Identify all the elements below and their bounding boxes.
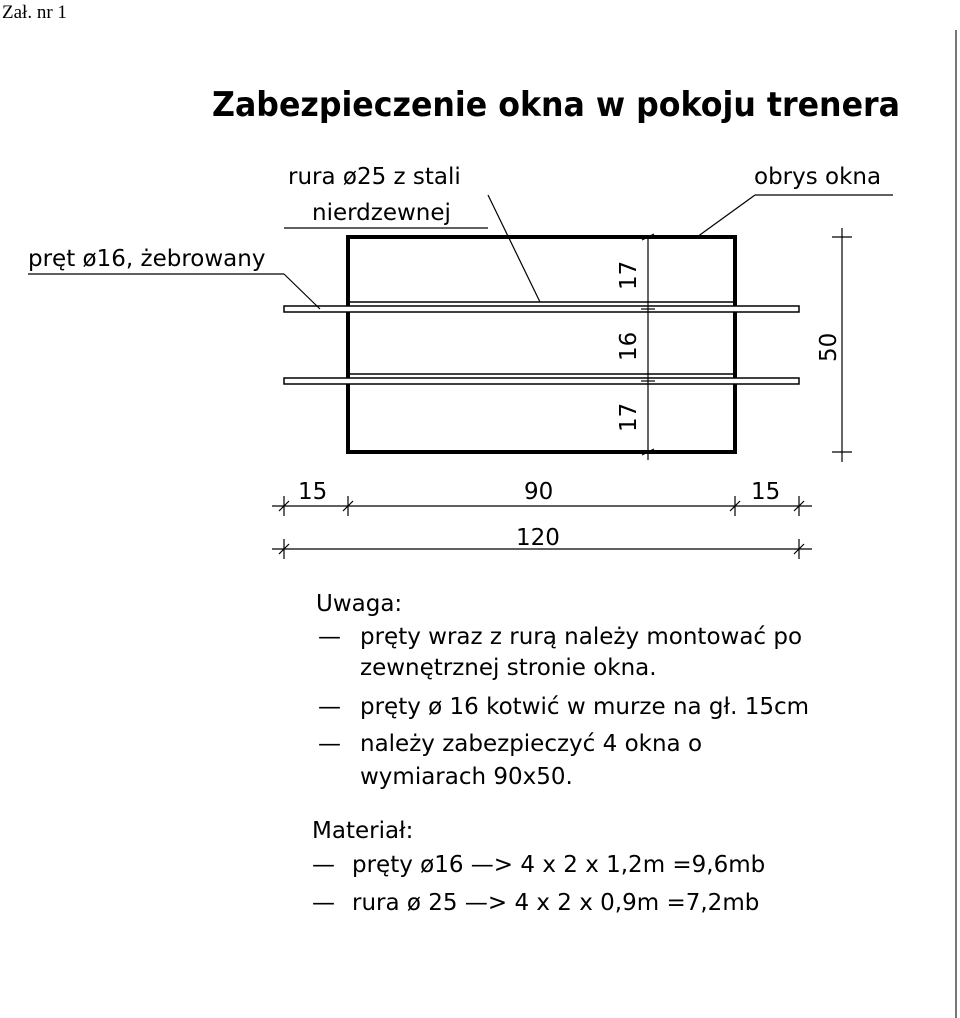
dim-vertical-bottom: 17	[616, 402, 642, 432]
materials-heading: Materiał:	[312, 818, 414, 844]
dim-vertical-top: 17	[616, 260, 642, 290]
vertical-inner-dimension	[641, 234, 655, 460]
dim-window-width: 90	[524, 479, 554, 505]
leader-outline	[697, 195, 755, 237]
dim-right-overhang: 15	[751, 479, 781, 505]
note-dash: —	[318, 731, 341, 757]
dim-height: 50	[816, 332, 842, 362]
note-3-line2: wymiarach 90x50.	[360, 764, 573, 790]
note-3-line1: należy zabezpieczyć 4 okna o	[360, 731, 703, 757]
dim-left-overhang: 15	[298, 479, 328, 505]
drawing-title: Zabezpieczenie okna w pokoju trenera	[212, 85, 900, 125]
callout-rod: pręt ø16, żebrowany	[28, 246, 266, 272]
notes-heading: Uwaga:	[316, 591, 403, 617]
callout-pipe-line1: rura ø25 z stali	[288, 164, 461, 190]
attachment-label: Zał. nr 1	[2, 2, 67, 23]
material-1: pręty ø16 —> 4 x 2 x 1,2m =9,6mb	[352, 852, 766, 878]
callout-pipe-line2: nierdzewnej	[312, 200, 451, 226]
material-dash: —	[312, 852, 335, 878]
note-dash: —	[318, 694, 341, 720]
dim-total-width: 120	[516, 525, 560, 551]
note-dash: —	[318, 624, 341, 650]
note-1-line1: pręty wraz z rurą należy montować po	[360, 624, 803, 650]
material-2: rura ø 25 —> 4 x 2 x 0,9m =7,2mb	[352, 890, 760, 916]
dim-vertical-mid: 16	[616, 331, 642, 361]
material-dash: —	[312, 890, 335, 916]
leader-pipe	[488, 195, 540, 302]
rod-top	[284, 306, 799, 312]
window-outline	[348, 237, 735, 452]
callout-window-outline: obrys okna	[754, 164, 882, 190]
note-2-line1: pręty ø 16 kotwić w murze na gł. 15cm	[360, 694, 810, 720]
note-1-line2: zewnętrznej stronie okna.	[360, 655, 657, 681]
rod-bottom	[284, 378, 799, 384]
leader-rod	[284, 274, 320, 309]
